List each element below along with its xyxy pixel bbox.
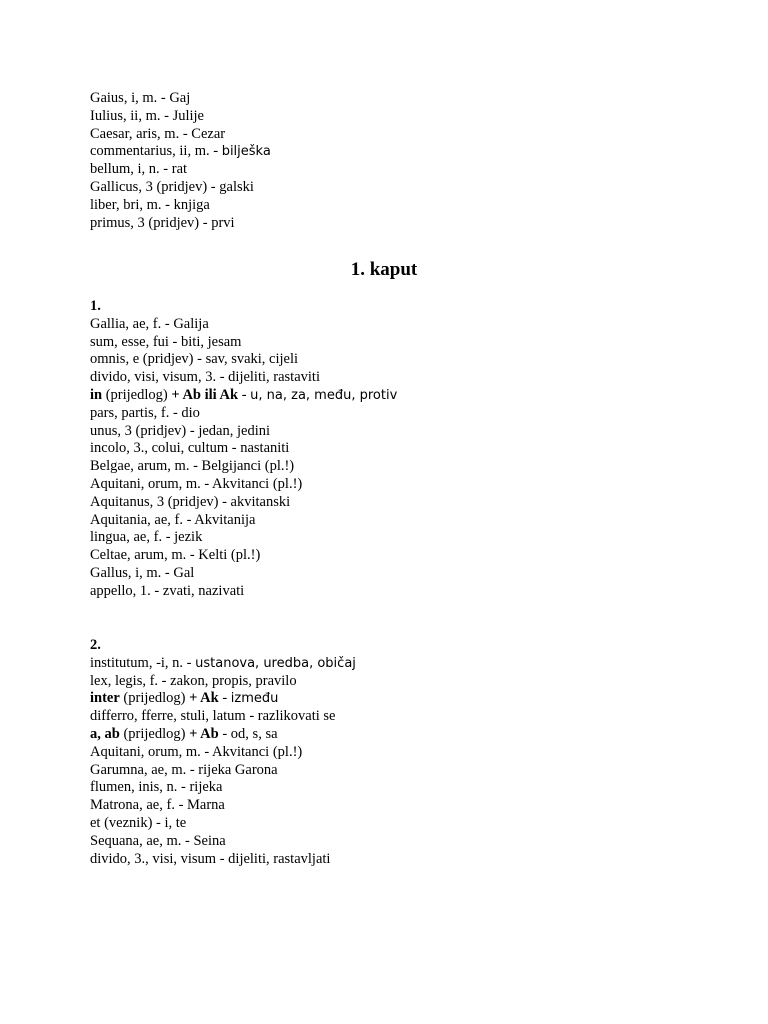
vocab-line: in (prijedlog) + Ab ili Ak - u, na, za, među, protiv — [90, 386, 398, 403]
vocab-line: unus, 3 (pridjev) - jedan, jedini — [90, 422, 270, 439]
vocab-line: sum, esse, fui - biti, jesam — [90, 333, 242, 350]
vocab-line: differro, fferre, stuli, latum - razlikovati se — [90, 708, 336, 725]
vocab-line: bellum, i, n. - rat — [90, 161, 188, 178]
vocab-line: liber, bri, m. - knjiga — [90, 196, 210, 213]
section-number: 2. — [90, 637, 101, 653]
section-2 — [90, 637, 730, 868]
vocab-line: et (veznik) - i, te — [90, 814, 187, 831]
vocab-line: incolo, 3., colui, cultum - nastaniti — [90, 440, 290, 457]
vocab-line: divido, visi, visum, 3. - dijeliti, rastaviti — [90, 369, 320, 386]
vocab-line: Aquitani, orum, m. - Akvitanci (pl.!) — [90, 743, 303, 760]
vocab-line: lingua, ae, f. - jezik — [90, 529, 203, 546]
vocab-line: pars, partis, f. - dio — [90, 404, 200, 421]
vocab-line: Celtae, arum, m. - Kelti (pl.!) — [90, 547, 261, 564]
vocab-line: Matrona, ae, f. - Marna — [90, 797, 225, 814]
vocab-line: primus, 3 (pridjev) - prvi — [90, 214, 235, 231]
section-number: 1. — [90, 298, 101, 314]
vocab-line: Aquitani, orum, m. - Akvitanci (pl.!) — [90, 475, 303, 492]
vocab-line: appello, 1. - zvati, nazivati — [90, 582, 245, 599]
vocab-line: Aquitania, ae, f. - Akvitanija — [90, 511, 256, 528]
vocab-line: Aquitanus, 3 (pridjev) - akvitanski — [90, 493, 291, 510]
vocab-line: Sequana, ae, m. - Seina — [90, 832, 226, 849]
vocab-line: Gaius, i, m. - Gaj — [90, 90, 191, 106]
vocab-line: Iulius, ii, m. - Julije — [90, 107, 204, 124]
vocab-line: institutum, -i, n. - ustanova, uredba, običaj — [90, 654, 356, 671]
vocab-line: Caesar, aris, m. - Cezar — [90, 125, 226, 142]
vocab-line: commentarius, ii, m. - bilješka — [90, 143, 271, 160]
vocab-line: lex, legis, f. - zakon, propis, pravilo — [90, 672, 297, 689]
section-1 — [90, 298, 730, 601]
vocab-line: inter (prijedlog) + Ak - između — [90, 690, 279, 707]
vocab-line: Garumna, ae, m. - rijeka Garona — [90, 761, 278, 778]
vocab-line: Belgae, arum, m. - Belgijanci (pl.!) — [90, 458, 295, 475]
vocab-line: Gallus, i, m. - Gal — [90, 564, 195, 581]
intro-vocabulary-list — [90, 90, 730, 232]
chapter-heading: 1. kaput — [350, 259, 418, 280]
vocab-line: Gallia, ae, f. - Galija — [90, 315, 209, 332]
vocab-line: a, ab (prijedlog) + Ab - od, s, sa — [90, 725, 278, 742]
vocab-line: omnis, e (pridjev) - sav, svaki, cijeli — [90, 351, 299, 368]
vocab-line: Gallicus, 3 (pridjev) - galski — [90, 178, 254, 195]
vocab-line: flumen, inis, n. - rijeka — [90, 779, 223, 796]
vocab-line: divido, 3., visi, visum - dijeliti, rastavljati — [90, 850, 331, 867]
